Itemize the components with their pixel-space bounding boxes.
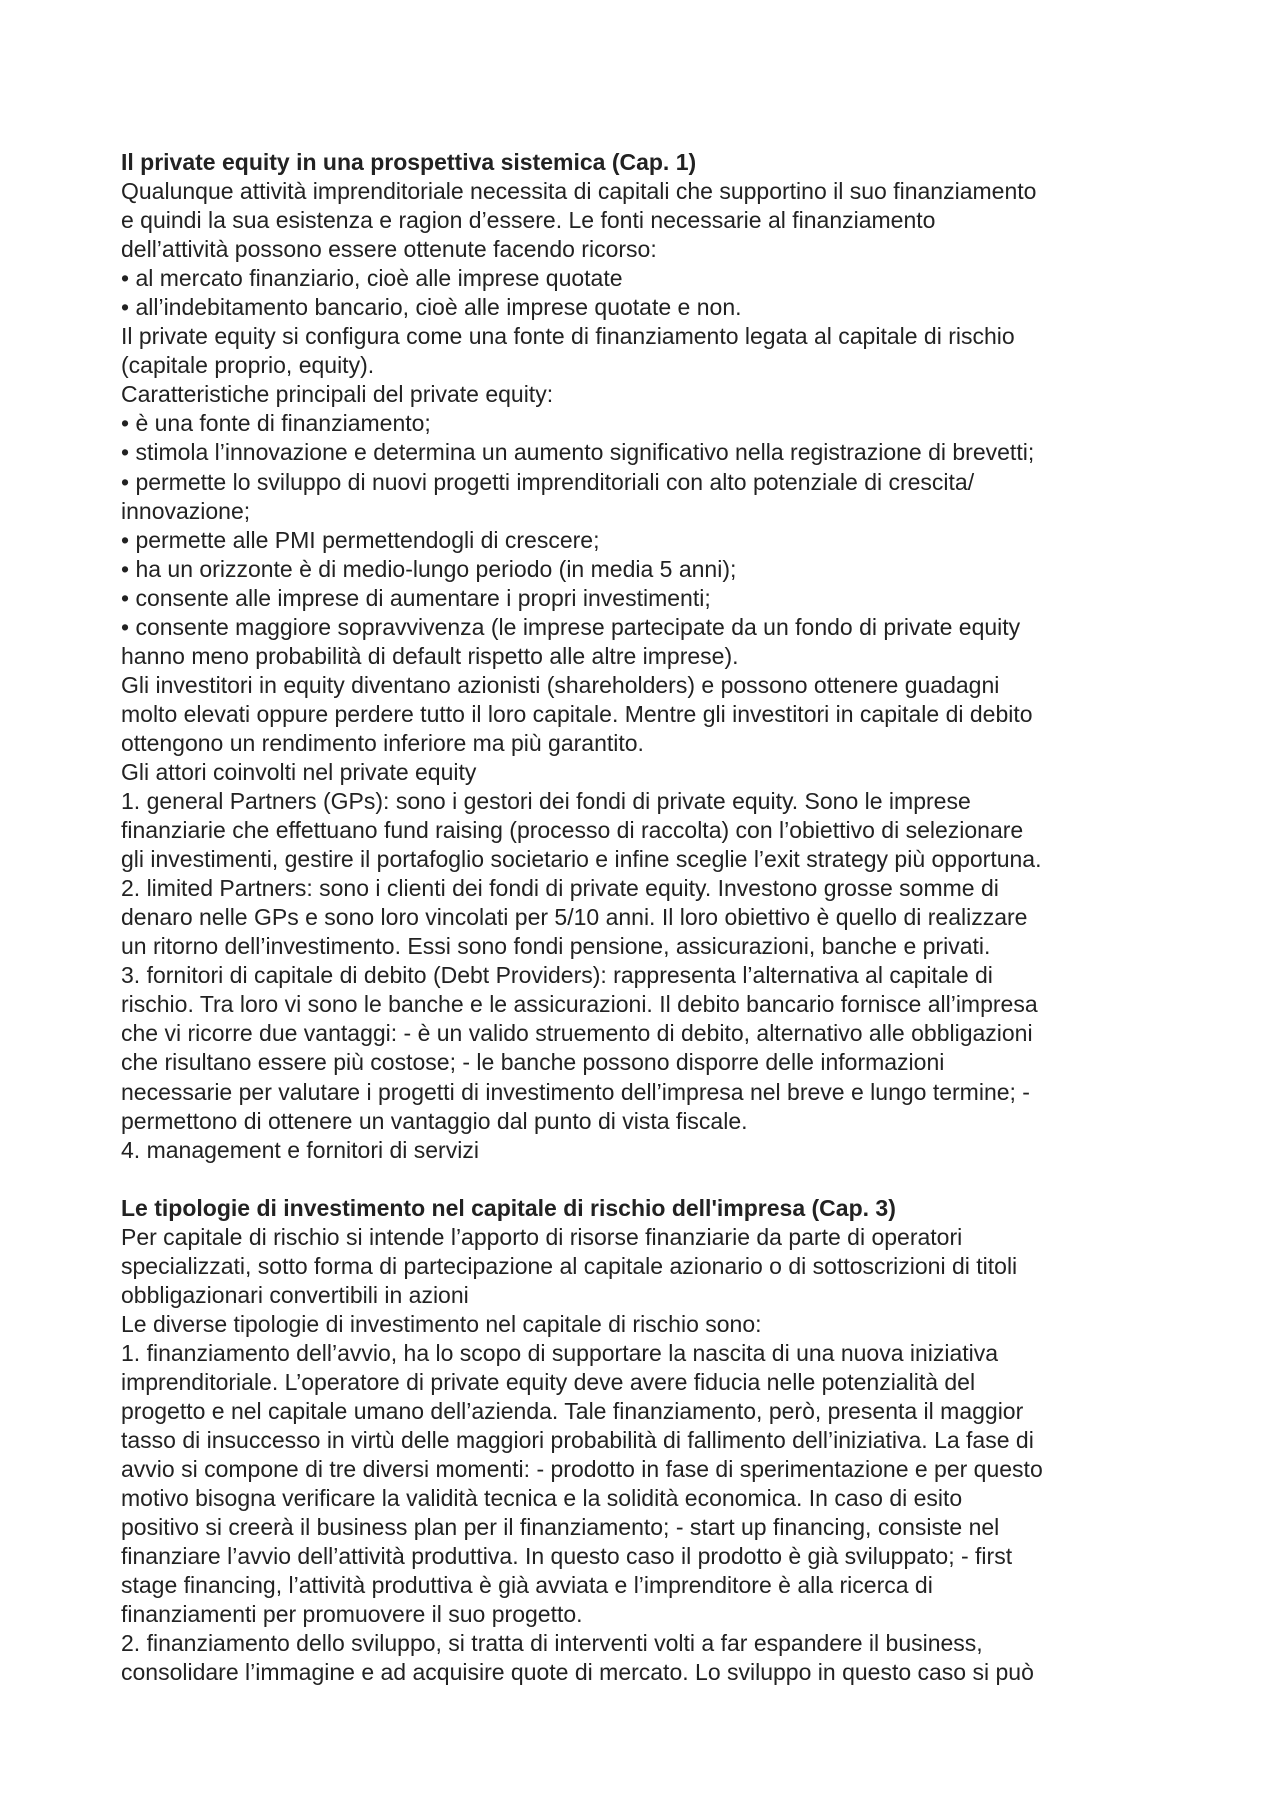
- text-line: Per capitale di rischio si intende l’apporto di risorse finanziarie da parte di operatori: [121, 1223, 963, 1250]
- text-line: (capitale proprio, equity).: [121, 352, 375, 379]
- text-line: • all’indebitamento bancario, cioè alle imprese quotate e non.: [121, 294, 742, 321]
- text-line: Caratteristiche principali del private equity:: [121, 381, 554, 408]
- text-line: innovazione;: [121, 497, 251, 524]
- text-line: motivo bisogna verificare la validità tecnica e la solidità economica. In caso di esito: [121, 1485, 963, 1512]
- text-line: e quindi la sua esistenza e ragion d’essere. Le fonti necessarie al finanziamento: [121, 207, 936, 234]
- text-line: Qualunque attività imprenditoriale necessita di capitali che supportino il suo finanziamento: [121, 178, 1037, 205]
- text-line: che vi ricorre due vantaggi: - è un valido struemento di debito, alternativo alle obbligazioni: [121, 1020, 1033, 1047]
- section-private-equity: [121, 148, 1161, 1165]
- text-line: gli investimenti, gestire il portafoglio societario e infine sceglie l’exit strategy più opportuna.: [121, 846, 1042, 873]
- text-line: stage financing, l’attività produttiva è già avviata e l’imprenditore è alla ricerca di: [121, 1572, 933, 1599]
- text-line: • permette lo sviluppo di nuovi progetti imprenditoriali con alto potenziale di crescita/: [121, 468, 975, 495]
- section-heading: Il private equity in una prospettiva sistemica (Cap. 1): [121, 149, 697, 175]
- text-line: consolidare l’immagine e ad acquisire quote di mercato. Lo sviluppo in questo caso si può: [121, 1659, 1034, 1686]
- text-line: denaro nelle GPs e sono loro vincolati per 5/10 anni. Il loro obiettivo è quello di realizzare: [121, 904, 1028, 931]
- text-line: tasso di insuccesso in virtù delle maggiori probabilità di fallimento dell’iniziativa. La fase di: [121, 1427, 1034, 1454]
- text-line: finanziarie che effettuano fund raising (processo di raccolta) con l’obiettivo di selezionare: [121, 817, 1024, 844]
- text-line: imprenditoriale. L’operatore di private equity deve avere fiducia nelle potenzialità del: [121, 1368, 976, 1395]
- section-heading: Le tipologie di investimento nel capitale di rischio dell'impresa (Cap. 3): [121, 1194, 896, 1221]
- text-line: necessarie per valutare i progetti di investimento dell’impresa nel breve e lungo termine; -: [121, 1078, 1030, 1105]
- text-line: • è una fonte di finanziamento;: [121, 410, 431, 437]
- text-line: finanziare l’avvio dell’attività produttiva. In questo caso il prodotto è già sviluppato; - first: [121, 1543, 1013, 1570]
- text-line: obbligazionari convertibili in azioni: [121, 1281, 469, 1308]
- text-line: • ha un orizzonte è di medio-lungo periodo (in media 5 anni);: [121, 555, 737, 582]
- text-line: specializzati, sotto forma di partecipazione al capitale azionario o di sottoscrizioni di titoli: [121, 1252, 1018, 1279]
- text-line: Gli investitori in equity diventano azionisti (shareholders) e possono ottenere guadagni: [121, 671, 1000, 698]
- text-line: Le diverse tipologie di investimento nel capitale di rischio sono:: [121, 1310, 762, 1337]
- text-line: 4. management e fornitori di servizi: [121, 1136, 479, 1163]
- text-line: • stimola l’innovazione e determina un aumento significativo nella registrazione di brevetti;: [121, 439, 1035, 466]
- text-line: progetto e nel capitale umano dell’azienda. Tale finanziamento, però, presenta il maggior: [121, 1397, 1024, 1424]
- text-line: permettono di ottenere un vantaggio dal punto di vista fiscale.: [121, 1107, 748, 1134]
- text-line: 1. general Partners (GPs): sono i gestori dei fondi di private equity. Sono le imprese: [121, 788, 971, 815]
- text-line: hanno meno probabilità di default rispetto alle altre imprese).: [121, 642, 739, 669]
- paragraph-gap: [121, 1165, 1161, 1194]
- document-page: [121, 148, 1161, 1687]
- text-line: che risultano essere più costose; - le banche possono disporre delle informazioni: [121, 1049, 945, 1076]
- text-line: finanziamenti per promuovere il suo progetto.: [121, 1601, 583, 1628]
- text-line: avvio si compone di tre diversi momenti: - prodotto in fase di sperimentazione e per questo: [121, 1456, 1043, 1483]
- section-investment-types: [121, 1194, 1161, 1688]
- text-line: dell’attività possono essere ottenute facendo ricorso:: [121, 236, 657, 263]
- text-line: 1. finanziamento dell’avvio, ha lo scopo di supportare la nascita di una nuova iniziativa: [121, 1339, 999, 1366]
- text-line: rischio. Tra loro vi sono le banche e le assicurazioni. Il debito bancario fornisce all’impresa: [121, 991, 1038, 1018]
- text-line: un ritorno dell’investimento. Essi sono fondi pensione, assicurazioni, banche e privati.: [121, 933, 991, 960]
- text-line: • consente alle imprese di aumentare i propri investimenti;: [121, 584, 711, 611]
- text-line: • al mercato finanziario, cioè alle imprese quotate: [121, 265, 623, 292]
- text-line: • consente maggiore sopravvivenza (le imprese partecipate da un fondo di private equity: [121, 613, 1021, 640]
- text-line: positivo si creerà il business plan per il finanziamento; - start up financing, consiste nel: [121, 1514, 1000, 1541]
- text-line: ottengono un rendimento inferiore ma più garantito.: [121, 729, 644, 756]
- text-line: 2. limited Partners: sono i clienti dei fondi di private equity. Investono grosse somme di: [121, 875, 999, 902]
- text-line: 2. finanziamento dello sviluppo, si tratta di interventi volti a far espandere il business,: [121, 1630, 983, 1657]
- text-line: • permette alle PMI permettendogli di crescere;: [121, 526, 600, 553]
- text-line: Il private equity si configura come una fonte di finanziamento legata al capitale di rischio: [121, 323, 1015, 350]
- text-line: Gli attori coinvolti nel private equity: [121, 758, 477, 785]
- text-line: molto elevati oppure perdere tutto il loro capitale. Mentre gli investitori in capitale di debito: [121, 700, 1033, 727]
- text-line: 3. fornitori di capitale di debito (Debt Providers): rappresenta l’alternativa al capitale di: [121, 962, 993, 989]
